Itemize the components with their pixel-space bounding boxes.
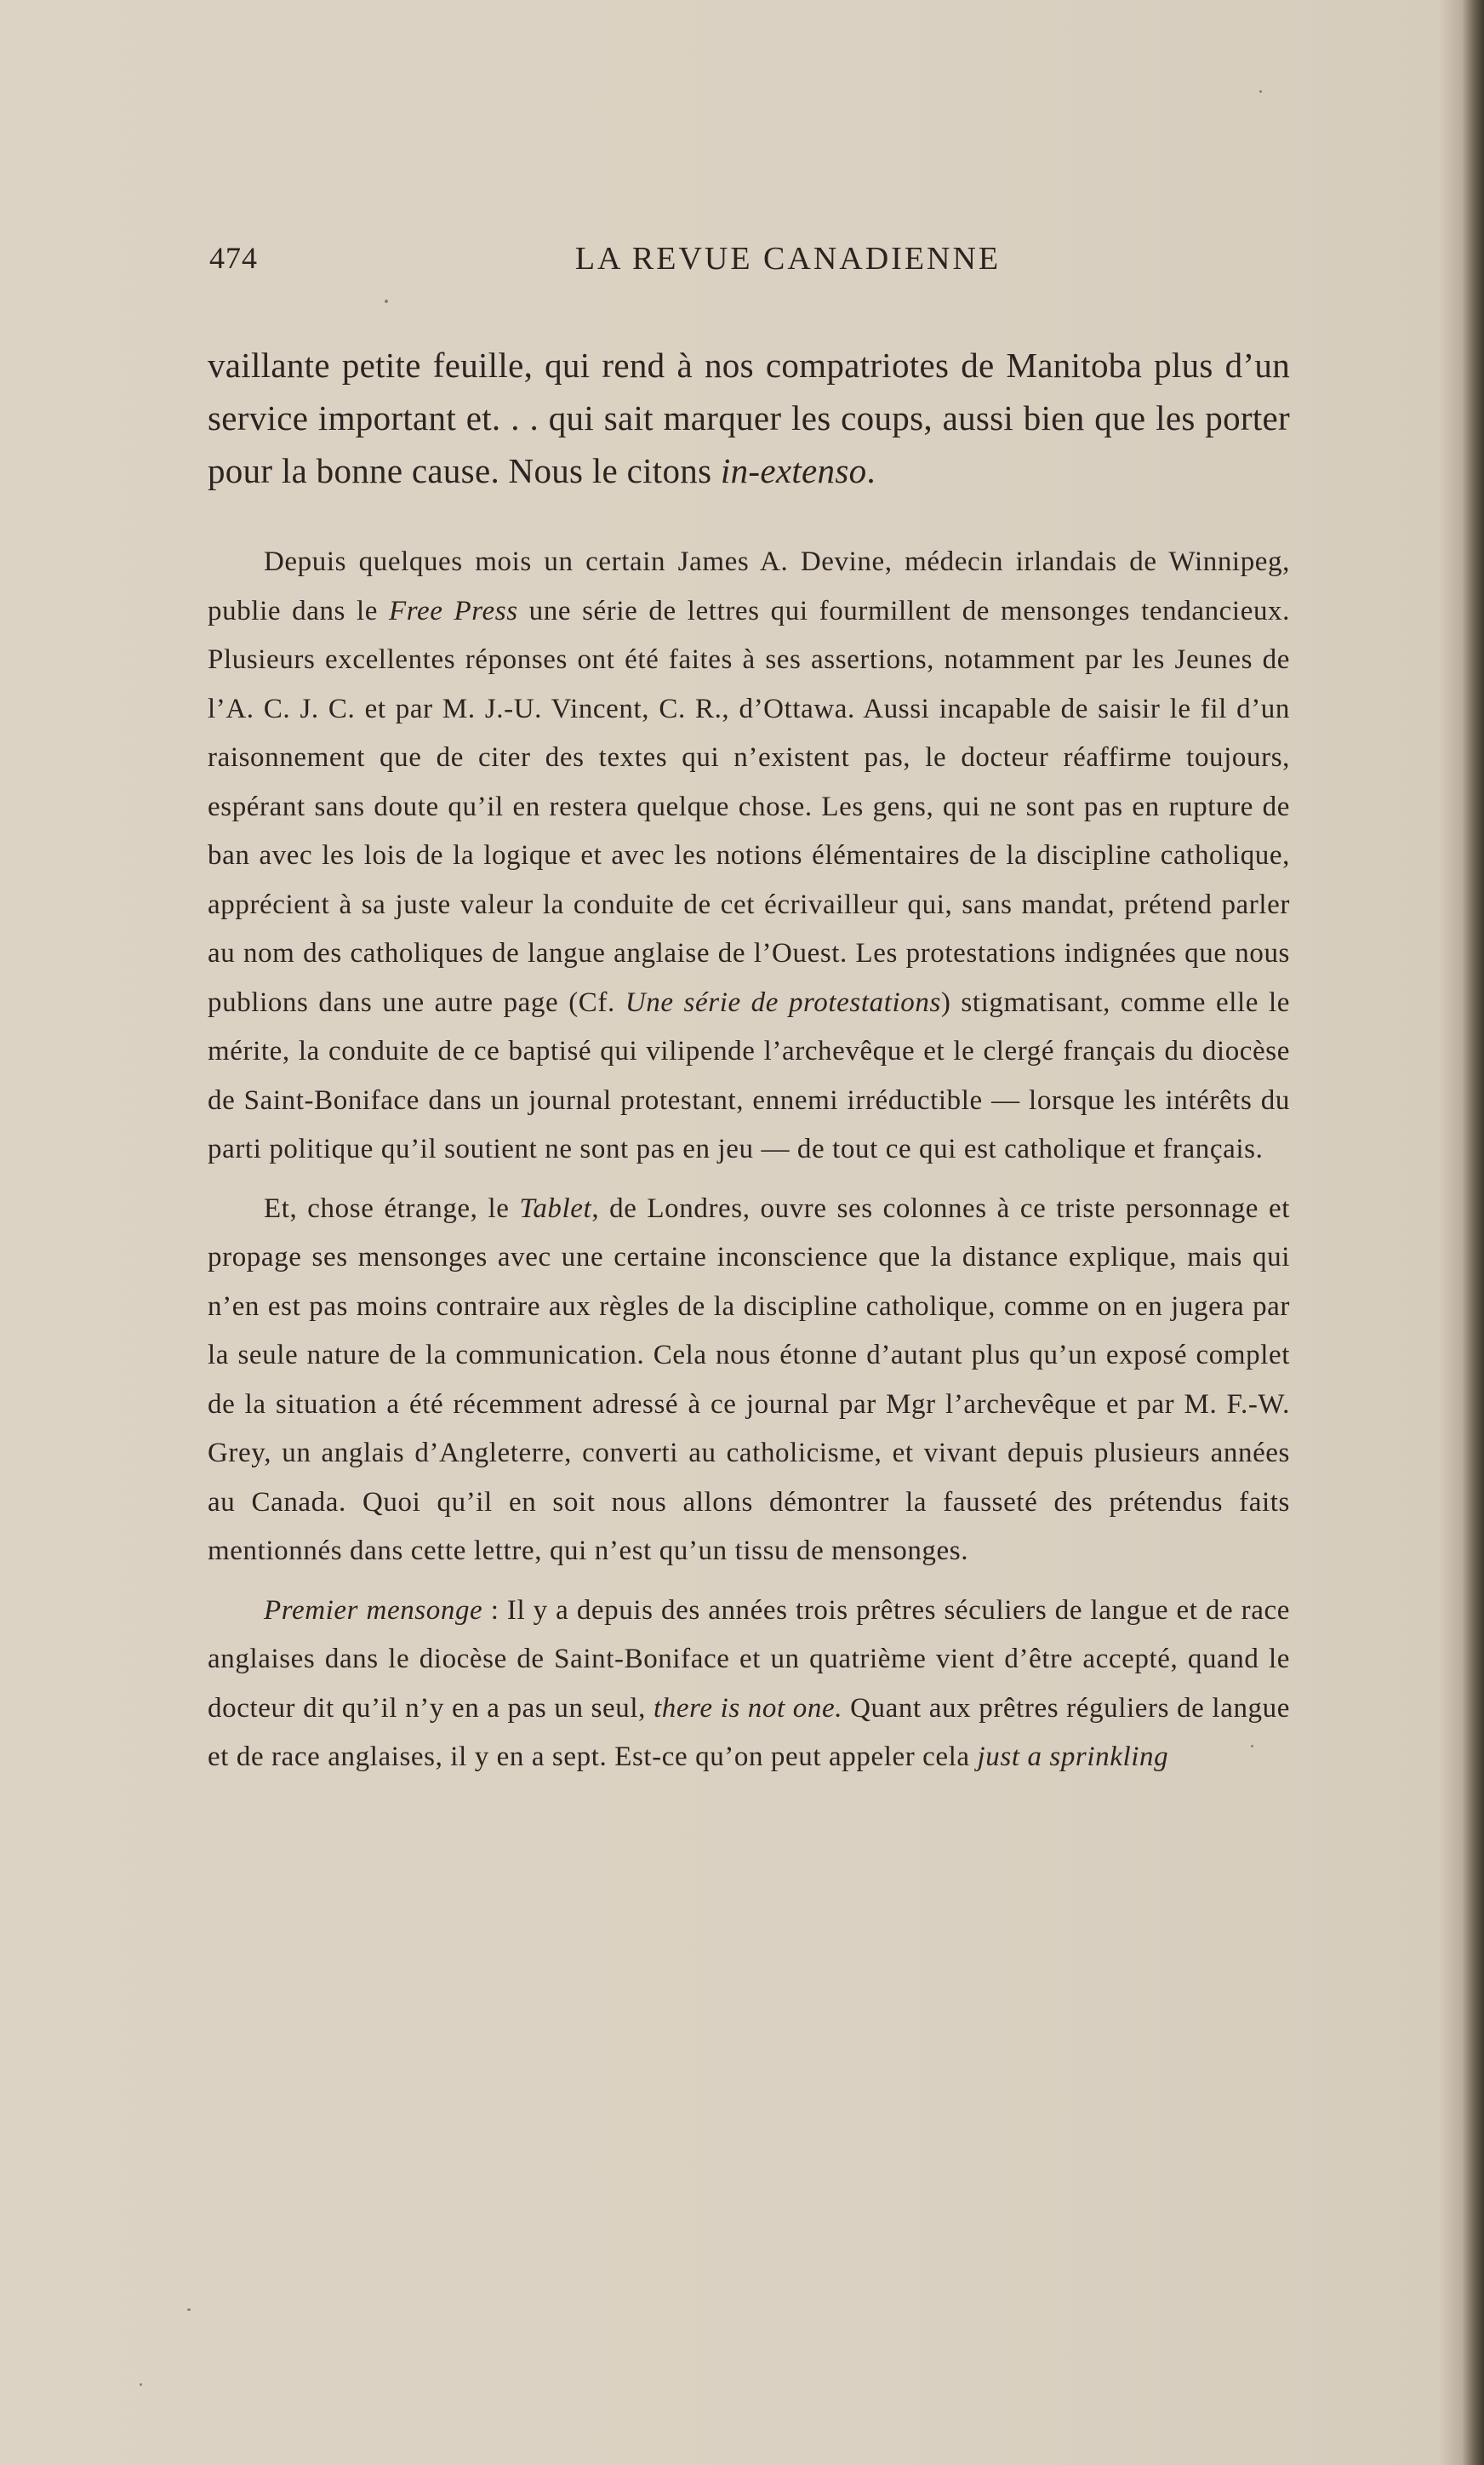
paragraph-1 (208, 538, 1290, 1175)
paper-speck (1259, 90, 1262, 93)
p2-text-2: , de Londres, ouvre ses colonnes à ce triste personnage et propage ses mensonges avec une certaine inconscience que la distance explique, mais qui n’en est pas moins contraire aux règles de la discipline catholique, comme on en jugera par la seule nature de la communication. Cela nous étonne d’autant plus qu’un exposé complet de la situation a été récemment adressé à ce journal par Mgr l’archevêque et par M. F.-W. Grey, un anglais d’Angleterre, converti au catholicisme, et vivant depuis plusieurs années au Canada. Quoi qu’il en soit nous allons démontrer la fausseté des prétendus faits mentionnés dans cette lettre, qui n’est qu’un tissu de mensonges. (208, 1192, 1290, 1566)
intro-italic-in-extenso: in-extenso (720, 451, 867, 490)
page-gutter-shadow (1438, 0, 1464, 2465)
p1-text-3: ) stigmatisant, comme elle le mérite, la conduite de ce baptisé qui vilipende l’archevêque et le clergé français du diocèse de Saint-Boniface dans un journal protestant, ennemi irréductible — lorsque les intérêts du parti politique qu’il soutient ne sont pas en jeu — de tout ce qui est catholique et français. (208, 987, 1291, 1164)
p3-italic-there-is-not-one: there is not one. (654, 1692, 843, 1724)
paragraph-3 (208, 1587, 1290, 1782)
paper-speck (1251, 1745, 1253, 1747)
p1-text-2: une série de lettres qui fourmillent de mensonges tendancieux. Plusieurs excellentes réponses ont été faites à ses assertions, notamment par les Jeunes de l’A. C. J. C. et par M. J.-U. Vincent, C. R., d’Ottawa. Aussi incapable de saisir le fil d’un raisonnement que de citer des textes qui n’existent pas, le docteur réaffirme toujours, espérant sans doute qu’il en restera quelque chose. Les gens, qui ne sont pas en rupture de ban avec les lois de la logique et avec les notions élémentaires de la discipline catholique, apprécient à sa juste valeur la conduite de cet écrivailleur qui, sans mandat, prétend parler au nom des catholiques de langue anglaise de l’Ouest. Les protestations indignées que nous publions dans une autre page (Cf. (208, 595, 1290, 1018)
paragraph-2 (208, 1185, 1290, 1576)
p3-text-1: : Il y a depuis des années trois prêtres séculiers de langue et de race anglaises dans le diocèse de Saint-Boniface et un quatrième vient d’être accepté, quand le docteur dit qu’il n’y en a pas un seul, (208, 1594, 1290, 1724)
intro-text-1: vaillante petite feuille, qui rend à nos compatriotes de Manitoba plus d’un service important et. . . qui sait marquer les coups, aussi bien que les porter pour la bonne cause. Nous le citons (208, 346, 1290, 490)
p1-text-1: Depuis quelques mois un certain James A. Devine, médecin irlandais de Winnipeg, publie dans le (208, 546, 1290, 626)
paper-speck (140, 2383, 142, 2386)
intro-text (208, 339, 1290, 497)
journal-title: LA REVUE CANADIENNE (574, 241, 1002, 277)
p3-italic-premier-mensonge: Premier mensonge (264, 1594, 483, 1626)
p2-text-1: Et, chose étrange, le (264, 1192, 520, 1224)
page-edge (1462, 0, 1484, 2465)
p1-italic-free-press: Free Press (389, 595, 518, 626)
quoted-article (208, 538, 1290, 1782)
running-head (209, 240, 1273, 283)
p3-text-2: Quant aux prêtres réguliers de langue et de race anglaises, il y en a sept. Est-ce qu’on peut appeler cela (208, 1692, 1290, 1772)
p1-italic-serie: Une série de protestations (625, 987, 941, 1018)
intro-text-2: . (866, 451, 876, 490)
page-number: 474 (209, 241, 258, 275)
paper-speck (385, 300, 388, 303)
p2-italic-tablet: Tablet (519, 1192, 592, 1224)
intro-paragraph (208, 339, 1290, 497)
p3-italic-just-a-sprinkling: just a sprinkling (977, 1742, 1169, 1772)
paper-speck (187, 2308, 191, 2311)
